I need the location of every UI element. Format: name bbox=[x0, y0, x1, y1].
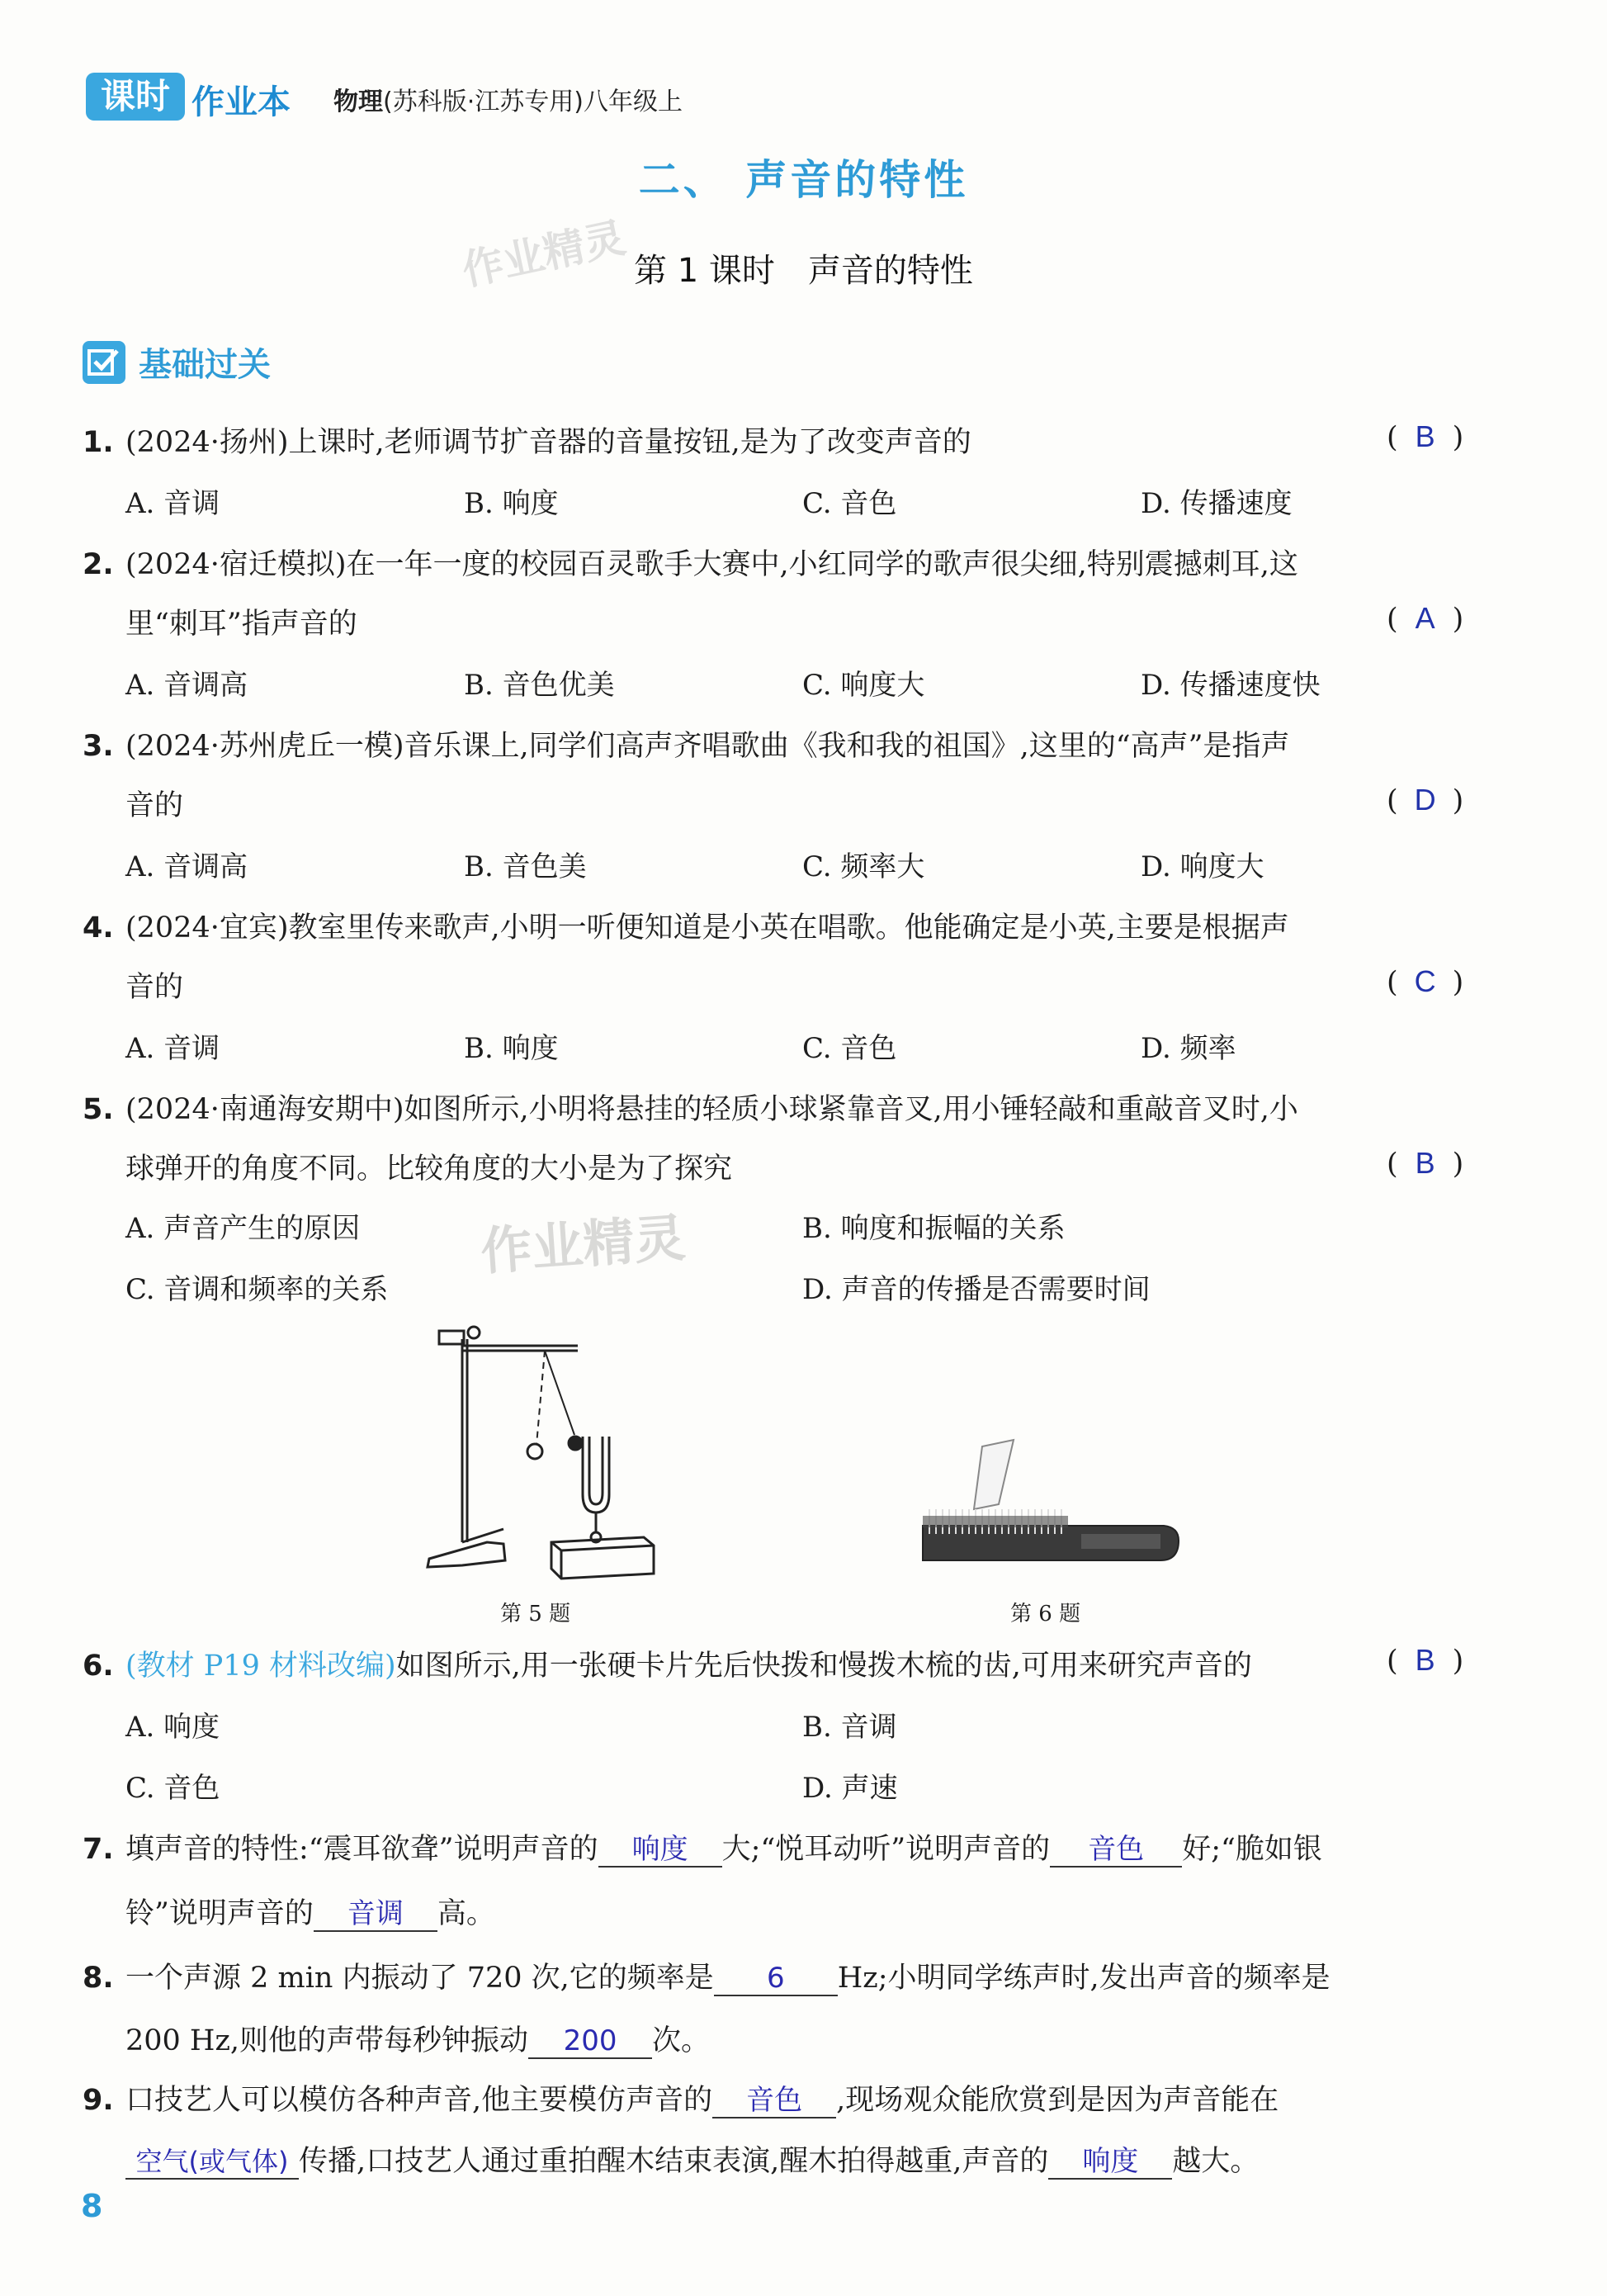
question-7: 7. 填声音的特性:“震耳欲聋”说明声音的 响度 大;“悦耳动听”说明声音的 音色 好;“脆如银 bbox=[83, 1833, 1322, 1866]
option: C. 音色 bbox=[125, 1772, 220, 1805]
answer-3: ( D ) bbox=[1387, 783, 1464, 817]
question-6: 6. (教材 P19 材料改编)如图所示,用一张硬卡片先后快拨和慢拨木梳的齿,可用来研究声音的 bbox=[83, 1650, 1252, 1683]
option: C. 频率大 bbox=[802, 850, 925, 883]
option: A. 音调 bbox=[125, 1032, 220, 1065]
question-5: 5. (2024·南通海安期中)如图所示,小明将悬挂的轻质小球紧靠音叉,用小锤轻敲和重敲音叉时,小 bbox=[83, 1093, 1298, 1126]
question-3: 3. (2024·苏州虎丘一模)音乐课上,同学们高声齐唱歌曲《我和我的祖国》,这里的“高声”是指声 bbox=[83, 730, 1290, 763]
brand-name: 作业本 bbox=[191, 83, 291, 121]
option: D. 响度大 bbox=[1141, 850, 1264, 883]
blank: 空气(或气体) bbox=[125, 2145, 299, 2180]
option: D. 传播速度快 bbox=[1141, 669, 1321, 702]
option: A. 响度 bbox=[125, 1711, 220, 1744]
blank: 音色 bbox=[712, 2084, 836, 2118]
answer-6: ( B ) bbox=[1387, 1643, 1464, 1678]
watermark: 作业精灵 bbox=[457, 213, 630, 296]
answer-4: ( C ) bbox=[1387, 964, 1464, 999]
page-number: 8 bbox=[81, 2188, 103, 2224]
option: B. 响度和振幅的关系 bbox=[802, 1212, 1066, 1245]
question-8: 8. 一个声源 2 min 内振动了 720 次,它的频率是 6 Hz;小明同学练声时,发出声音的频率是 bbox=[83, 1962, 1331, 1995]
option: B. 音色美 bbox=[464, 850, 587, 883]
option: B. 响度 bbox=[464, 487, 559, 520]
question-3-cont: 音的 bbox=[125, 789, 184, 822]
question-2-cont: 里“刺耳”指声音的 bbox=[125, 608, 357, 641]
comb-figure bbox=[916, 1437, 1180, 1585]
option: B. 响度 bbox=[464, 1032, 559, 1065]
option: A. 音调高 bbox=[125, 669, 248, 702]
blank: 响度 bbox=[1048, 2145, 1172, 2180]
answer-5: ( B ) bbox=[1387, 1146, 1464, 1181]
question-9-cont: 空气(或气体) 传播,口技艺人通过重拍醒木结束表演,醒木拍得越重,声音的 响度 越大。 bbox=[125, 2138, 1259, 2180]
blank: 音调 bbox=[314, 1897, 437, 1932]
question-5-cont: 球弹开的角度不同。比较角度的大小是为了探究 bbox=[125, 1153, 733, 1186]
option: A. 声音产生的原因 bbox=[125, 1212, 361, 1245]
blank: 音色 bbox=[1050, 1833, 1182, 1868]
section-title: 二、 声音的特性 bbox=[638, 156, 969, 204]
question-7-cont: 铃”说明声音的 音调 高。 bbox=[125, 1897, 495, 1930]
option: C. 音色 bbox=[802, 1032, 897, 1065]
part-title: 基础过关 bbox=[139, 346, 271, 384]
question-4: 4. (2024·宜宾)教室里传来歌声,小明一听便知道是小英在唱歌。他能确定是小英,主要是根据声 bbox=[83, 911, 1289, 944]
part-heading bbox=[83, 338, 271, 386]
option: D. 传播速度 bbox=[1141, 487, 1293, 520]
blank: 200 bbox=[528, 2024, 652, 2059]
option: C. 音调和频率的关系 bbox=[125, 1273, 389, 1306]
option: D. 频率 bbox=[1141, 1032, 1236, 1065]
option: A. 音调高 bbox=[125, 850, 248, 883]
option: D. 声速 bbox=[802, 1772, 898, 1805]
blank: 响度 bbox=[598, 1833, 722, 1868]
watermark: 作业精灵 bbox=[479, 1207, 688, 1282]
tuning-fork-figure bbox=[413, 1321, 677, 1593]
figure-caption: 第 5 题 bbox=[500, 1602, 571, 1626]
option: C. 响度大 bbox=[802, 669, 925, 702]
figure-caption: 第 6 题 bbox=[1010, 1602, 1081, 1626]
brand-logo: 课时 bbox=[86, 73, 185, 121]
subject-line: 物理(苏科版·江苏专用)八年级上 bbox=[333, 88, 683, 116]
question-4-cont: 音的 bbox=[125, 971, 184, 1004]
question-1: 1. (2024·扬州)上课时,老师调节扩音器的音量按钮,是为了改变声音的 bbox=[83, 426, 971, 459]
question-8-cont: 200 Hz,则他的声带每秒钟振动 200 次。 bbox=[125, 2024, 711, 2057]
lesson-title: 第 1 课时 声音的特性 bbox=[634, 252, 973, 290]
option: A. 音调 bbox=[125, 487, 220, 520]
blank: 6 bbox=[714, 1962, 838, 1996]
option: C. 音色 bbox=[802, 487, 897, 520]
question-2: 2. (2024·宿迁模拟)在一年一度的校园百灵歌手大赛中,小红同学的歌声很尖细,特别震撼刺耳,这 bbox=[83, 548, 1298, 581]
option: B. 音调 bbox=[802, 1711, 897, 1744]
checkbox-icon bbox=[83, 341, 125, 384]
answer-1: ( B ) bbox=[1387, 419, 1464, 454]
question-9: 9. 口技艺人可以模仿各种声音,他主要模仿声音的 音色 ,现场观众能欣赏到是因为声音能在 bbox=[83, 2084, 1279, 2117]
answer-2: ( A ) bbox=[1387, 601, 1464, 636]
option: D. 声音的传播是否需要时间 bbox=[802, 1273, 1151, 1306]
option: B. 音色优美 bbox=[464, 669, 615, 702]
